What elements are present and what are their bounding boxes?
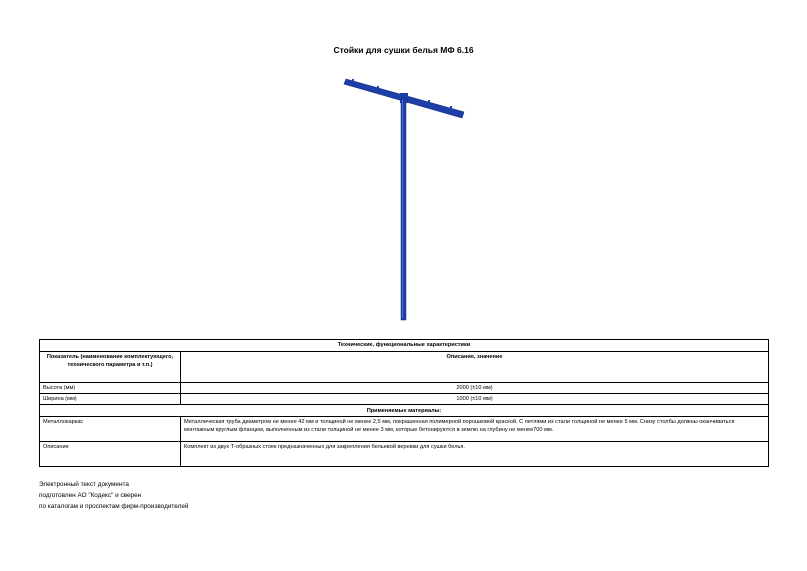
material-value: Металлическая труба диаметром не менее 42 мм и толщиной не менее 2,5 мм, покрашенная полимерной порошковой краской. С петлями из стали толщиной не менее 5 мм. Снизу столбы должны оканчиваться монтажным круглым фланцем, выполненным из стали толщиной не менее 3 мм, которые бетонируются в землю на глубину не менее700 мм.: [181, 417, 769, 442]
section-title: Технические, функциональные характеристики: [40, 340, 769, 352]
vertical-post: [401, 98, 406, 320]
loop: [450, 106, 452, 111]
materials-title: Применяемые материалы:: [40, 405, 769, 417]
loop: [377, 86, 379, 91]
row-value: 1000 (±10 мм): [181, 394, 769, 405]
footer-line: по каталогам и проспектам фирм-производителей: [39, 503, 189, 510]
post-highlight: [402, 100, 403, 318]
column-header-parameter: Показатель (наименование комплектующего, технического параметра и т.п.): [40, 352, 181, 383]
material-param: Металлокаркас: [40, 417, 181, 442]
specs-table: [39, 339, 769, 467]
row-param: Ширина (мм): [40, 394, 181, 405]
page-title: Стойки для сушки белья МФ 6.16: [333, 45, 474, 55]
footer-line: подготовлен АО "Кодекс" и сверен: [39, 492, 142, 499]
table-row: [40, 383, 769, 394]
row-param: Высота (мм): [40, 383, 181, 394]
t-shaped-drying-post-icon: [330, 70, 480, 325]
row-value: 2000 (±10 мм): [181, 383, 769, 394]
loop: [352, 79, 354, 84]
table-row: [40, 442, 769, 467]
material-value: Комплект из двух Т-образных стоек предназначенных для закрепления бельевой веревки для сушки белья.: [181, 442, 769, 467]
table-row: [40, 417, 769, 442]
footer-note: [39, 479, 188, 512]
footer-line: Электронный текст документа: [39, 481, 129, 488]
column-header-description: Описание, значение: [181, 352, 769, 383]
loop: [428, 100, 430, 105]
table-row: [40, 394, 769, 405]
material-param: Описание: [40, 442, 181, 467]
